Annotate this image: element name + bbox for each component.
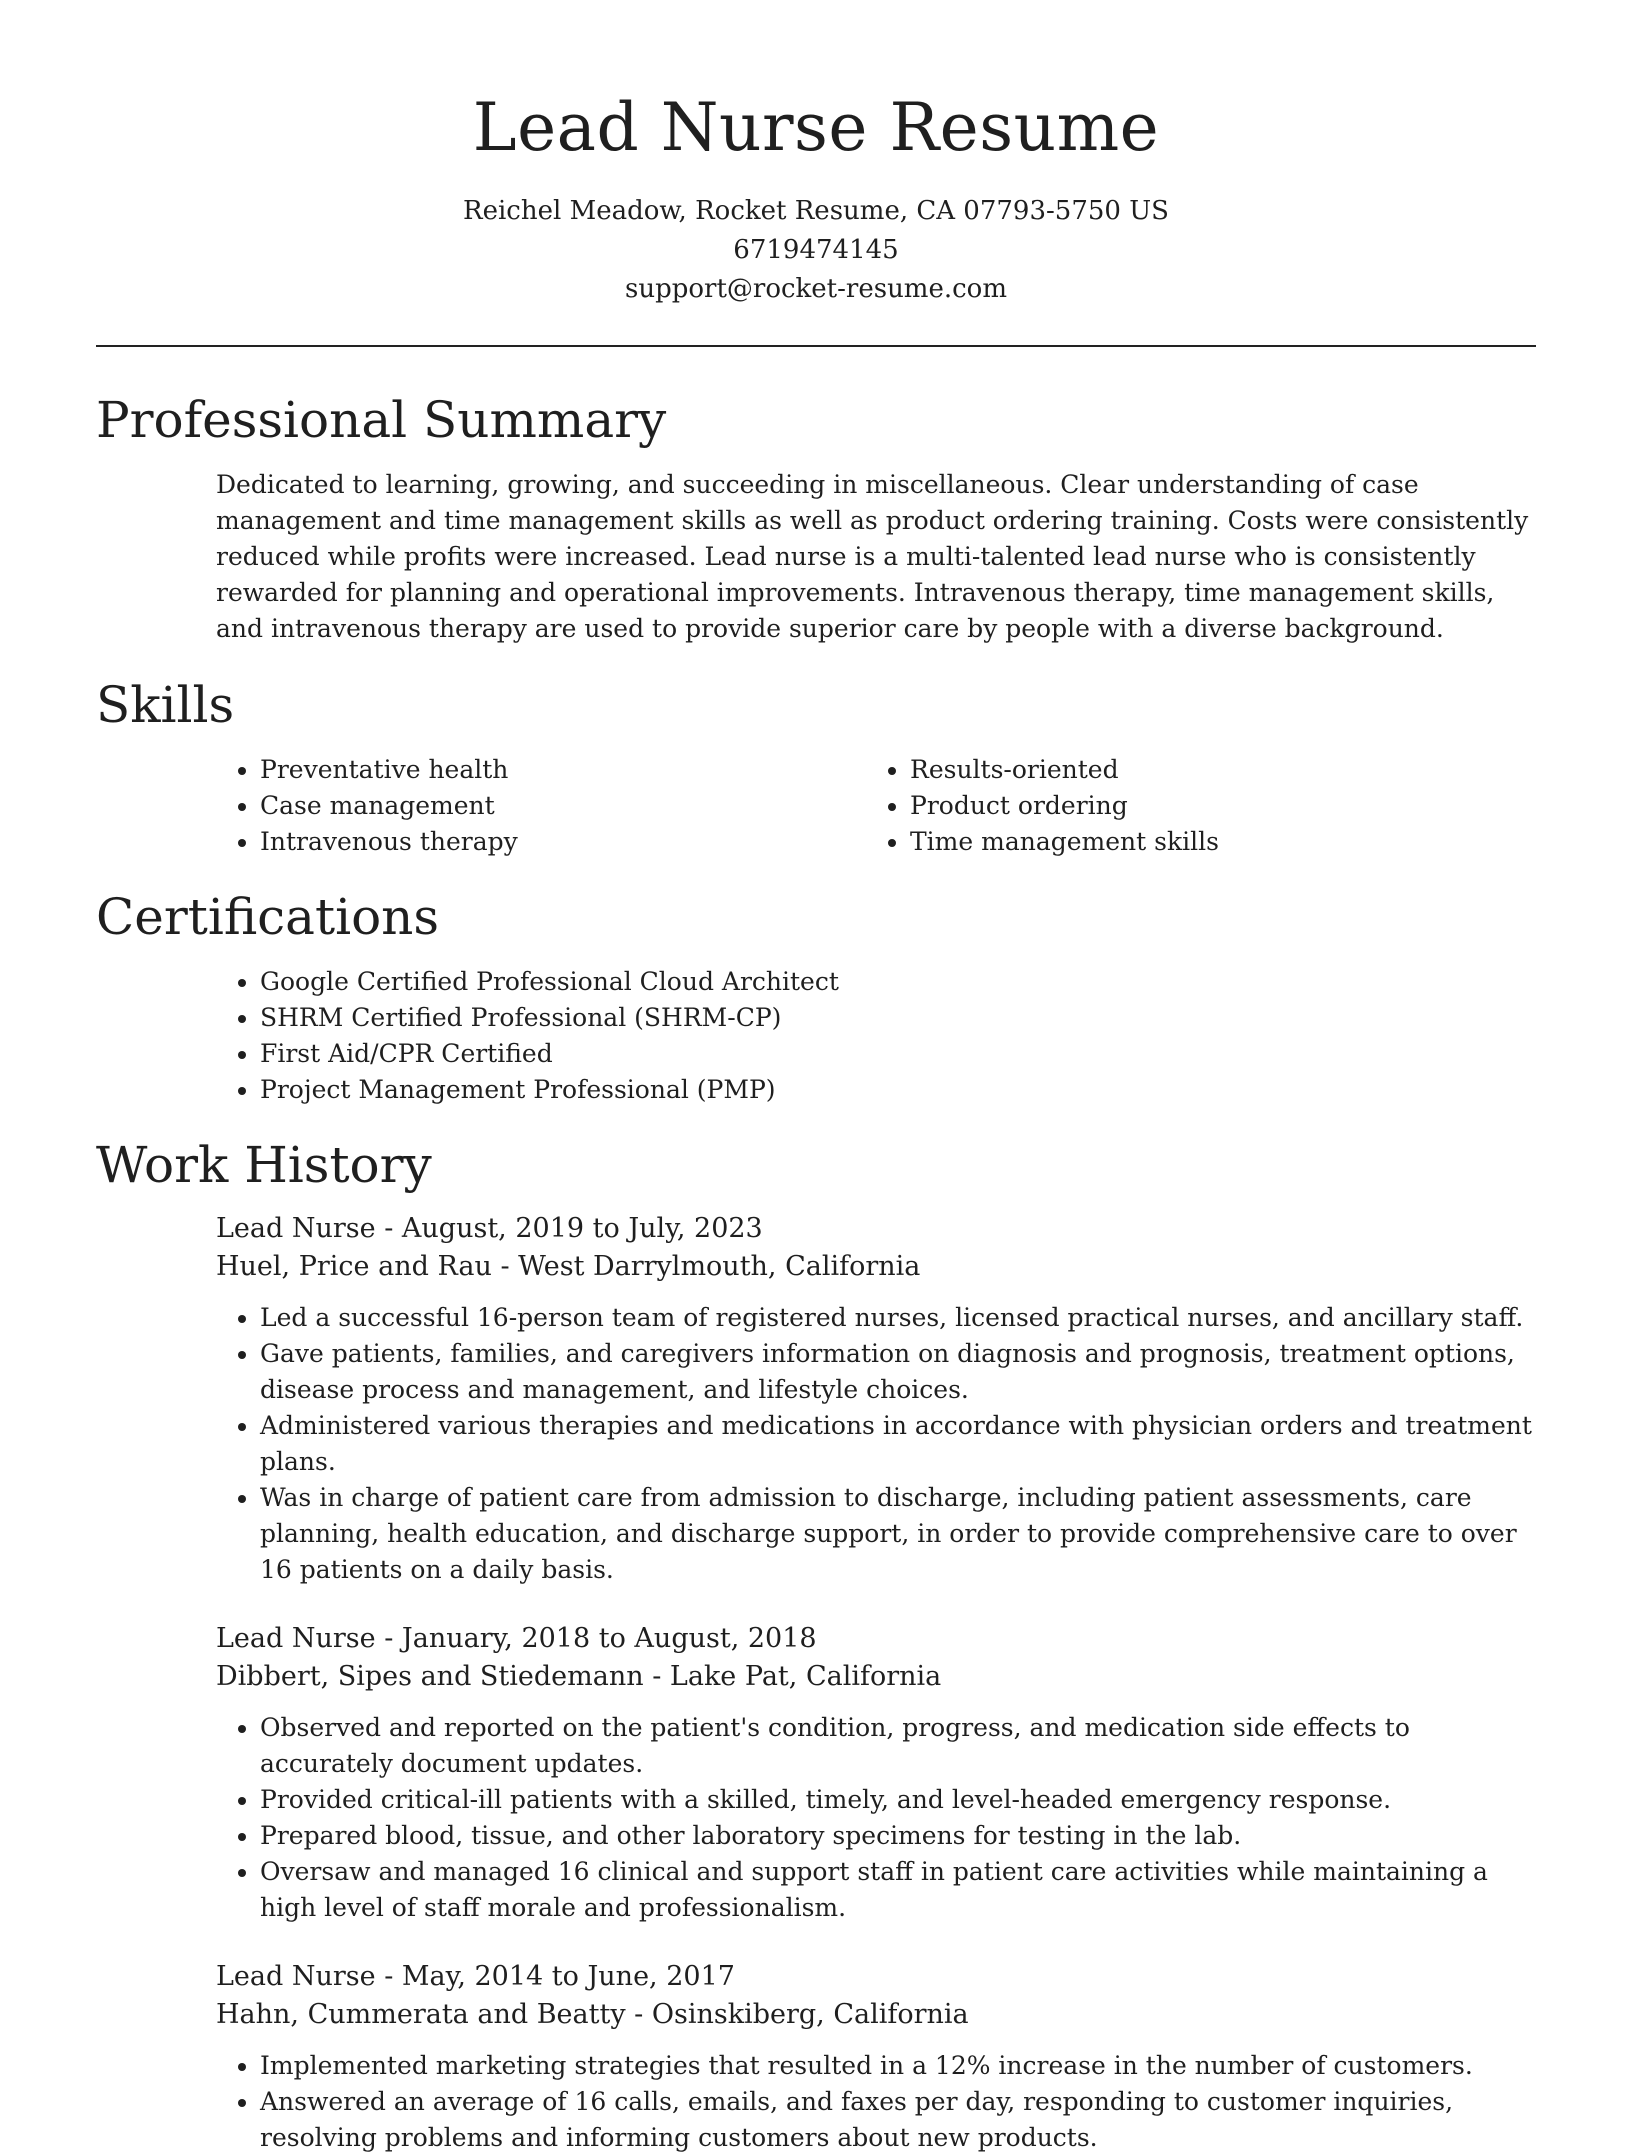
job-bullet: • Administered various therapies and medications in accordance with physician orders and treatment plans. [260,1408,1536,1480]
skill-item: • Results-oriented [910,752,1536,788]
job-company-line: Dibbert, Sipes and Stiedemann - Lake Pat, California [216,1661,942,1692]
work-history-heading: Work History [96,1136,432,1194]
job-entry [216,1958,1536,2156]
summary-heading: Professional Summary [96,391,667,449]
phone-text: 6719474145 [733,235,899,265]
skill-item: • Preventative health [260,752,886,788]
skill-item: • Time management skills [910,824,1536,860]
job-bullet: • Prepared blood, tissue, and other laboratory specimens for testing in the lab. [260,1818,1536,1854]
address-text: Reichel Meadow, Rocket Resume, CA 07793-5750 US [463,196,1169,226]
job-bullet: • Implemented marketing strategies that resulted in a 12% increase in the number of customers. [260,2048,1536,2084]
job-bullet: • Oversaw and managed 16 clinical and support staff in patient care activities while maintaining a high level of staff morale and professionalism. [260,1854,1536,1926]
header-divider [96,345,1536,347]
summary-text: Dedicated to learning, growing, and succeeding in miscellaneous. Clear understanding of case management and time management skills as well as product ordering training. Costs were consistently reduced while profits were increased. Lead nurse is a multi-talented lead nurse who is consistently rewarded for planning and operational improvements. Intravenous therapy, time management skills, and intravenous therapy are used to provide superior care by people with a diverse background. [216,470,1529,643]
skills-column-1 [96,752,886,860]
skills-heading: Skills [96,676,235,734]
job-company-line: Hahn, Cummerata and Beatty - Osinskiberg, California [216,1999,969,2030]
certification-item: • Google Certified Professional Cloud Architect [260,964,1536,1000]
job-bullet: • Was in charge of patient care from admission to discharge, including patient assessments, care planning, health education, and discharge support, in order to provide comprehensive care to over 16 patients on a daily basis. [260,1480,1536,1588]
resume-title: Lead Nurse Resume [472,89,1160,166]
skills-section [96,672,1536,860]
job-bullet: • Gave patients, families, and caregivers information on diagnosis and prognosis, treatment options, disease process and management, and lifestyle choices. [260,1336,1536,1408]
job-entry [216,1620,1536,1926]
certification-item: • Project Management Professional (PMP) [260,1072,1536,1108]
job-bullet: • Provided critical-ill patients with a skilled, timely, and level-headed emergency response. [260,1782,1536,1818]
job-title-line: Lead Nurse - May, 2014 to June, 2017 [216,1961,735,1992]
job-title-line: Lead Nurse - August, 2019 to July, 2023 [216,1213,763,1244]
job-bullet: • Led a successful 16-person team of registered nurses, licensed practical nurses, and ancillary staff. [260,1300,1536,1336]
contact-block [96,192,1536,309]
certification-item: • SHRM Certified Professional (SHRM-CP) [260,1000,1536,1036]
resume-page [96,0,1536,2156]
job-title-line: Lead Nurse - January, 2018 to August, 2018 [216,1623,817,1654]
job-entry [216,1210,1536,1588]
resume-header [96,0,1536,309]
certifications-section [96,884,1536,1108]
job-company-line: Huel, Price and Rau - West Darrylmouth, California [216,1251,921,1282]
skills-grid [96,752,1536,860]
certifications-list [96,964,1536,1108]
job-bullets [216,2048,1536,2156]
job-bullets [216,1710,1536,1926]
job-bullet: • Answered an average of 16 calls, emails, and faxes per day, responding to customer inquiries, resolving problems and informing customers about new products. [260,2084,1536,2156]
email-text: support@rocket-resume.com [624,274,1007,304]
job-bullet: • Observed and reported on the patient's condition, progress, and medication side effects to accurately document updates. [260,1710,1536,1782]
skill-item: • Intravenous therapy [260,824,886,860]
job-bullets [216,1300,1536,1588]
certification-item: • First Aid/CPR Certified [260,1036,1536,1072]
skills-column-2 [910,752,1536,860]
certifications-heading: Certifications [96,888,440,946]
summary-section [96,387,1536,647]
skill-item: • Product ordering [910,788,1536,824]
skill-item: • Case management [260,788,886,824]
work-history-section [96,1132,1536,2156]
